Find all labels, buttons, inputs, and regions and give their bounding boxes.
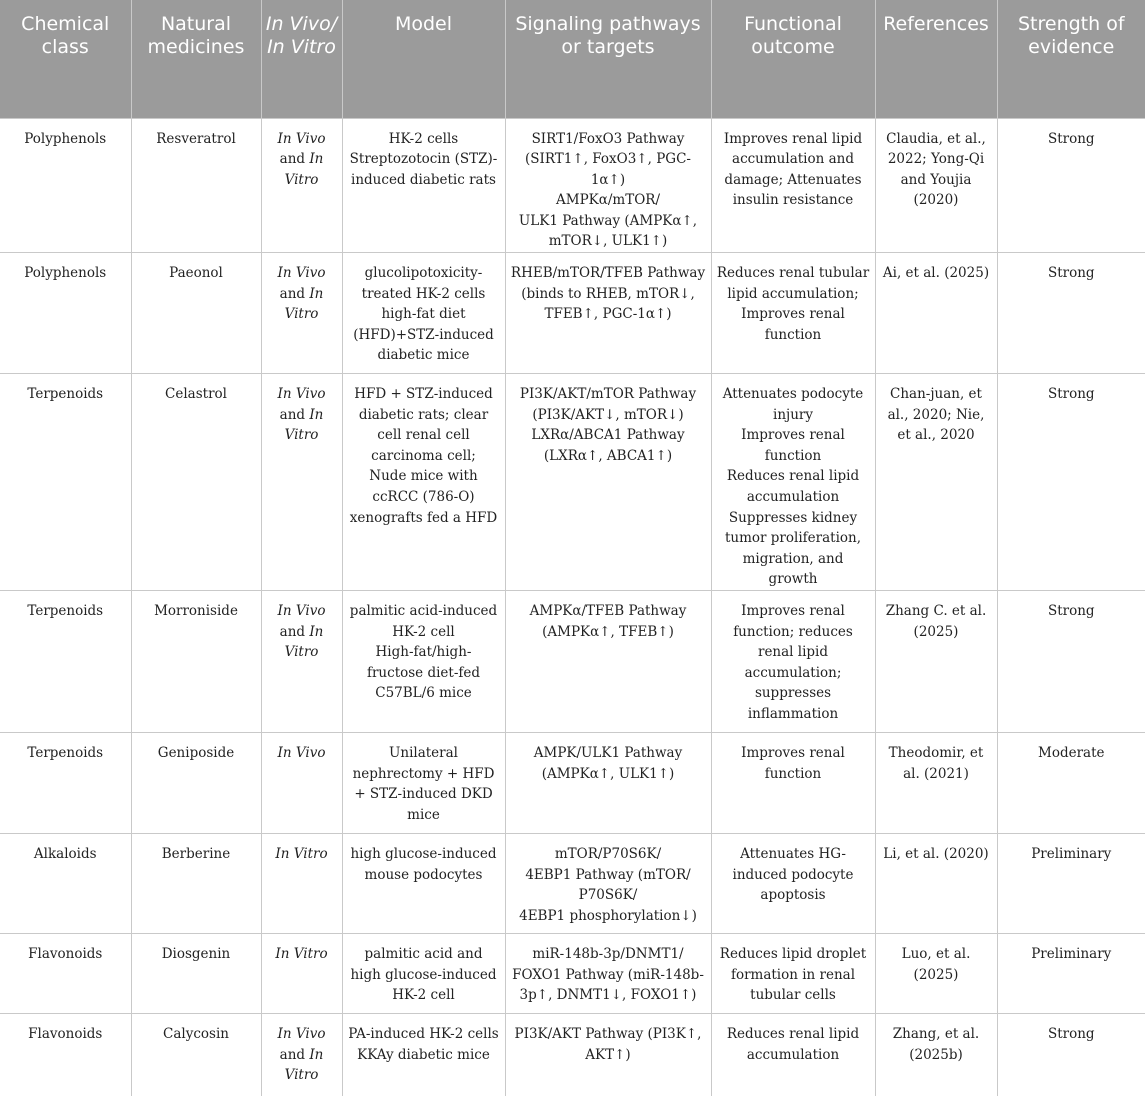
table-row xyxy=(0,934,1145,1014)
cell-pathway: RHEB/mTOR/TFEB Pathway (binds to RHEB, mTOR↓, TFEB↑, PGC-1α↑) xyxy=(505,253,711,374)
table-row xyxy=(0,733,1145,834)
cell-strength: Strong xyxy=(997,1014,1145,1096)
cell-reference: Claudia, et al., 2022; Yong-Qi and Youjia (2020) xyxy=(875,118,997,253)
table-row xyxy=(0,253,1145,374)
header-outcome: Functional outcome xyxy=(711,0,875,118)
cell-medicine: Berberine xyxy=(131,834,261,934)
header-invivo-part2: In Vitro xyxy=(267,36,336,58)
table-header xyxy=(0,0,1145,118)
cell-pathway: PI3K/AKT/mTOR Pathway (PI3K/AKT↓, mTOR↓) LXRα/ABCA1 Pathway (LXRα↑, ABCA1↑) xyxy=(505,374,711,591)
cell-reference: Luo, et al. (2025) xyxy=(875,934,997,1014)
cell-strength: Strong xyxy=(997,253,1145,374)
header-natural-medicines: Natural medicines xyxy=(131,0,261,118)
cell-class: Polyphenols xyxy=(0,118,131,253)
cell-model: HK-2 cells Streptozotocin (STZ)-induced diabetic rats xyxy=(342,118,505,253)
table-row xyxy=(0,591,1145,733)
cell-outcome: Reduces renal lipid accumulation xyxy=(711,1014,875,1096)
cell-strength: Strong xyxy=(997,118,1145,253)
cell-invivo: In Vivo and In Vitro xyxy=(261,591,342,733)
cell-strength: Strong xyxy=(997,591,1145,733)
cell-model: HFD + STZ-induced diabetic rats; clear cell renal cell carcinoma cell; Nude mice with ccRCC (786-O) xenografts fed a HFD xyxy=(342,374,505,591)
cell-model: Unilateral nephrectomy + HFD + STZ-induced DKD mice xyxy=(342,733,505,834)
table-row xyxy=(0,1014,1145,1096)
cell-strength: Preliminary xyxy=(997,934,1145,1014)
cell-model: PA-induced HK-2 cells KKAy diabetic mice xyxy=(342,1014,505,1096)
cell-model: palmitic acid-induced HK-2 cell High-fat/high-fructose diet-fed C57BL/6 mice xyxy=(342,591,505,733)
cell-class: Terpenoids xyxy=(0,733,131,834)
header-chemical-class: Chemical class xyxy=(0,0,131,118)
header-invivo-invitro xyxy=(261,0,342,118)
cell-reference: Zhang C. et al. (2025) xyxy=(875,591,997,733)
cell-pathway: AMPK/ULK1 Pathway (AMPKα↑, ULK1↑) xyxy=(505,733,711,834)
cell-outcome: Improves renal function; reduces renal lipid accumulation; suppresses inflammation xyxy=(711,591,875,733)
cell-invivo: In Vivo and In Vitro xyxy=(261,118,342,253)
table-row xyxy=(0,834,1145,934)
cell-outcome: Attenuates HG-induced podocyte apoptosis xyxy=(711,834,875,934)
cell-model: high glucose-induced mouse podocytes xyxy=(342,834,505,934)
cell-outcome: Improves renal function xyxy=(711,733,875,834)
cell-invivo: In Vitro xyxy=(261,934,342,1014)
cell-reference: Chan-juan, et al., 2020; Nie, et al., 2020 xyxy=(875,374,997,591)
header-row xyxy=(0,0,1145,118)
cell-invivo: In Vivo and In Vitro xyxy=(261,374,342,591)
cell-pathway: SIRT1/FoxO3 Pathway (SIRT1↑, FoxO3↑, PGC-1α↑) AMPKα/mTOR/ ULK1 Pathway (AMPKα↑, mTOR↓, ULK1↑) xyxy=(505,118,711,253)
cell-invivo: In Vivo and In Vitro xyxy=(261,253,342,374)
cell-class: Terpenoids xyxy=(0,591,131,733)
cell-outcome: Reduces lipid droplet formation in renal tubular cells xyxy=(711,934,875,1014)
table-row xyxy=(0,118,1145,253)
cell-medicine: Morroniside xyxy=(131,591,261,733)
cell-model: glucolipotoxicity-treated HK-2 cells high-fat diet (HFD)+STZ-induced diabetic mice xyxy=(342,253,505,374)
cell-medicine: Paeonol xyxy=(131,253,261,374)
cell-class: Alkaloids xyxy=(0,834,131,934)
cell-class: Polyphenols xyxy=(0,253,131,374)
cell-strength: Moderate xyxy=(997,733,1145,834)
cell-reference: Ai, et al. (2025) xyxy=(875,253,997,374)
cell-outcome: Reduces renal tubular lipid accumulation; Improves renal function xyxy=(711,253,875,374)
cell-reference: Li, et al. (2020) xyxy=(875,834,997,934)
cell-reference: Theodomir, et al. (2021) xyxy=(875,733,997,834)
cell-pathway: PI3K/AKT Pathway (PI3K↑, AKT↑) xyxy=(505,1014,711,1096)
cell-pathway: AMPKα/TFEB Pathway (AMPKα↑, TFEB↑) xyxy=(505,591,711,733)
cell-medicine: Geniposide xyxy=(131,733,261,834)
cell-class: Flavonoids xyxy=(0,1014,131,1096)
cell-pathway: miR-148b-3p/DNMT1/ FOXO1 Pathway (miR-148b-3p↑, DNMT1↓, FOXO1↑) xyxy=(505,934,711,1014)
cell-outcome: Improves renal lipid accumulation and damage; Attenuates insulin resistance xyxy=(711,118,875,253)
cell-medicine: Diosgenin xyxy=(131,934,261,1014)
header-strength: Strength of evidence xyxy=(997,0,1145,118)
cell-reference: Zhang, et al. (2025b) xyxy=(875,1014,997,1096)
cell-medicine: Calycosin xyxy=(131,1014,261,1096)
cell-class: Flavonoids xyxy=(0,934,131,1014)
header-invivo-part1: In Vivo/ xyxy=(265,13,338,35)
cell-medicine: Celastrol xyxy=(131,374,261,591)
header-references: References xyxy=(875,0,997,118)
cell-class: Terpenoids xyxy=(0,374,131,591)
cell-strength: Strong xyxy=(997,374,1145,591)
cell-invivo: In Vivo xyxy=(261,733,342,834)
cell-model: palmitic acid and high glucose-induced HK-2 cell xyxy=(342,934,505,1014)
cell-strength: Preliminary xyxy=(997,834,1145,934)
header-model: Model xyxy=(342,0,505,118)
cell-invivo: In Vivo and In Vitro xyxy=(261,1014,342,1096)
cell-invivo: In Vitro xyxy=(261,834,342,934)
header-pathways: Signaling pathways or targets xyxy=(505,0,711,118)
cell-pathway: mTOR/P70S6K/ 4EBP1 Pathway (mTOR/ P70S6K/ 4EBP1 phosphorylation↓) xyxy=(505,834,711,934)
table-row xyxy=(0,374,1145,591)
cell-medicine: Resveratrol xyxy=(131,118,261,253)
table-body xyxy=(0,118,1145,1096)
cell-outcome: Attenuates podocyte injury Improves renal function Reduces renal lipid accumulation Suppresses kidney tumor proliferation, migration, and growth xyxy=(711,374,875,591)
